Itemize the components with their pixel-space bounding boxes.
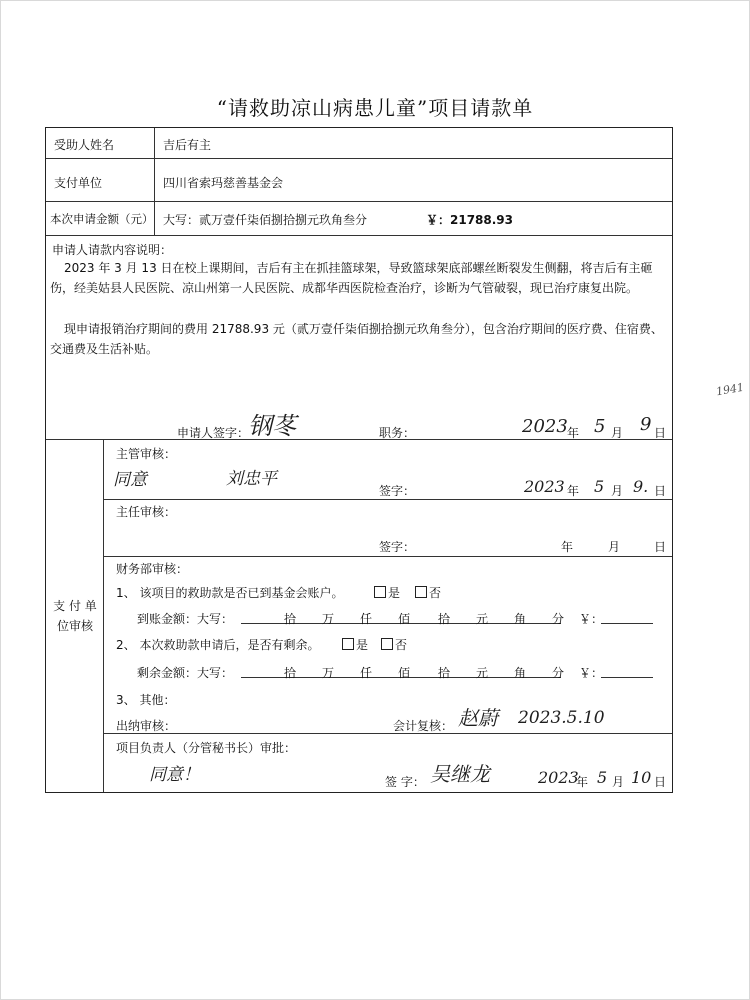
project-head-year-char: 年: [576, 775, 589, 789]
accountant-handwritten-date: 2023.5.10: [518, 708, 605, 728]
position-label: 职务：: [379, 426, 416, 440]
amount-label: 本次申请金额（元）: [50, 212, 154, 226]
q2-no-option[interactable]: 否: [381, 636, 407, 653]
remaining-amount-label: 剩余金额：大写：: [137, 666, 234, 680]
unit-label: 拾: [438, 666, 451, 680]
accountant-label: 会计复核：: [393, 719, 454, 733]
accountant-handwritten-signature: 赵蔚: [458, 706, 498, 730]
remaining-number-underline: [601, 677, 653, 678]
cashier-label: 出纳审核：: [116, 719, 177, 733]
request-form-table: [45, 127, 673, 793]
recipient-label: 受助人姓名: [54, 138, 115, 152]
project-head-handwritten-signature: 吴继龙: [430, 762, 490, 786]
applicant-date-year: 2023: [522, 416, 568, 437]
row-divider: [46, 158, 672, 159]
unit-label: 分: [552, 612, 565, 626]
checkbox-icon[interactable]: [374, 586, 386, 598]
applicant-month-char: 月: [611, 426, 624, 440]
unit-label: 佰: [398, 612, 411, 626]
unit-label: 元: [476, 612, 489, 626]
director-label: 主任审核：: [116, 505, 177, 519]
payer-value: 四川省索玛慈善基金会: [163, 176, 284, 190]
unit-label: 拾: [284, 612, 297, 626]
unit-label: 仟: [360, 612, 373, 626]
unit-label: 拾: [284, 666, 297, 680]
remaining-currency: ￥：: [579, 666, 604, 680]
unit-label: 佰: [398, 666, 411, 680]
director-month-char: 月: [608, 540, 621, 554]
project-head-date-year: 2023: [538, 768, 579, 787]
row-divider: [103, 556, 672, 557]
row-divider: [103, 499, 672, 500]
director-signature-label: 签字：: [379, 540, 416, 554]
applicant-date-day: 9: [640, 414, 652, 435]
applicant-heading: 申请人请款内容说明：: [52, 243, 173, 257]
q1-yes-option[interactable]: 是: [374, 584, 400, 601]
supervisor-day-char: 日: [654, 484, 667, 498]
arrived-currency: ￥：: [579, 612, 604, 626]
director-day-char: 日: [654, 540, 667, 554]
supervisor-date-day: 9.: [633, 477, 649, 496]
payer-label: 支付单位: [54, 176, 103, 190]
finance-question-3: 3、 其他：: [116, 693, 176, 707]
unit-label: 拾: [438, 612, 451, 626]
applicant-signature-label: 申请人签字：: [177, 426, 250, 440]
supervisor-date-month: 5: [594, 477, 605, 496]
amount-words: 大写：贰万壹仟柒佰捌拾捌元玖角叁分: [163, 213, 368, 227]
supervisor-month-char: 月: [611, 484, 624, 498]
row-divider: [46, 201, 672, 202]
project-head-month-char: 月: [612, 775, 625, 789]
unit-label: 角: [514, 612, 527, 626]
supervisor-opinion-handwritten: 同意: [113, 470, 147, 490]
finance-label: 财务部审核：: [116, 562, 189, 576]
row-divider: [46, 235, 672, 236]
project-head-label: 项目负责人（分管秘书长）审批：: [116, 741, 297, 755]
checkbox-icon[interactable]: [342, 638, 354, 650]
margin-handwritten-mark: 1941: [715, 380, 745, 399]
recipient-value: 吉后有主: [163, 138, 212, 152]
director-year-char: 年: [561, 540, 574, 554]
arrived-number-underline: [601, 623, 653, 624]
unit-label: 分: [552, 666, 565, 680]
checkbox-icon[interactable]: [381, 638, 393, 650]
supervisor-date-year: 2023: [524, 477, 565, 496]
unit-label: 万: [322, 666, 335, 680]
form-title: “请救助凉山病患儿童”项目请款单: [216, 96, 534, 120]
project-head-day-char: 日: [654, 775, 667, 789]
unit-label: 角: [514, 666, 527, 680]
finance-question-2: 2、 本次救助款申请后，是否有剩余。: [116, 638, 320, 652]
row-divider: [103, 733, 672, 734]
unit-label: 仟: [360, 666, 373, 680]
checkbox-icon[interactable]: [415, 586, 427, 598]
project-head-date-month: 5: [597, 768, 608, 787]
column-divider: [103, 439, 104, 792]
unit-label: 万: [322, 612, 335, 626]
supervisor-signature-label: 签字：: [379, 484, 416, 498]
q2-yes-option[interactable]: 是: [342, 636, 368, 653]
applicant-paragraph-1: 2023 年 3 月 13 日在校上课期间，吉后有主在抓挂篮球架，导致篮球架底部螺丝断裂发生侧翻，将吉后有主砸伤，经美姑县人民医院、凉山州第一人民医院、成都华西医院检查治疗，诊断为气管破裂，现已治疗康复出院。: [50, 261, 653, 295]
applicant-handwritten-signature: 钢苳: [248, 412, 296, 440]
applicant-year-char: 年: [567, 426, 580, 440]
arrived-amount-label: 到账金额：大写：: [137, 612, 234, 626]
supervisor-name-handwritten: 刘忠平: [226, 469, 277, 489]
applicant-day-char: 日: [654, 426, 667, 440]
finance-question-1: 1、 该项目的救助款是否已到基金会账户。: [116, 586, 344, 600]
project-head-date-day: 10: [631, 768, 652, 787]
unit-label: 元: [476, 666, 489, 680]
supervisor-year-char: 年: [567, 484, 580, 498]
payer-review-label: 支 付 单 位审核: [53, 599, 97, 633]
supervisor-label: 主管审核：: [116, 447, 177, 461]
column-divider: [154, 128, 155, 235]
applicant-paragraph-2: 现申请报销治疗期间的费用 21788.93 元（贰万壹仟柒佰捌拾捌元玖角叁分），包含治疗期间的医疗费、住宿费、交通费及生活补贴。: [50, 322, 663, 356]
project-head-opinion-handwritten: 同意！: [149, 765, 200, 785]
q1-no-option[interactable]: 否: [415, 584, 441, 601]
applicant-date-month: 5: [594, 416, 606, 437]
amount-number: ￥：21788.93: [426, 213, 514, 227]
project-head-signature-label: 签 字：: [385, 775, 425, 789]
